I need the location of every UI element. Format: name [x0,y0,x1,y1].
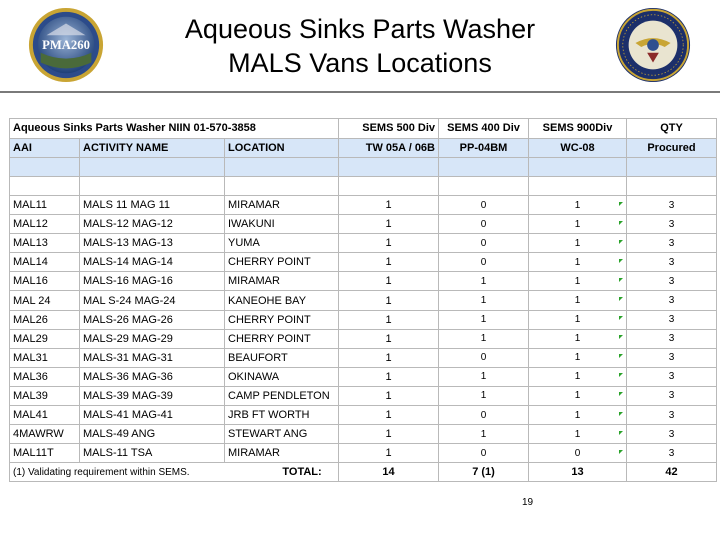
cell-qty: 3 [627,196,717,215]
table-title-cell: Aqueous Sinks Parts Washer NIIN 01-570-3858 [10,119,339,139]
table-row [10,196,717,215]
footnote: (1) Validating requirement within SEMS. [10,463,339,482]
cell-sems-500: 1 [339,253,439,272]
comment-marker [619,297,623,301]
cell-sems-500: 1 [339,196,439,215]
cell-sems-500: 1 [339,291,439,310]
cell-activity-name: MALS 11 MAG 11 [80,196,225,215]
cell-aai: MAL39 [10,386,80,405]
cell-sems-400: 1 [439,272,529,291]
cell-sems-900: 1 [529,272,627,291]
cell-activity-name: MALS-16 MAG-16 [80,272,225,291]
qty-header: QTY [627,119,717,139]
cell-activity-name: MALS-31 MAG-31 [80,348,225,367]
title-divider [0,91,720,93]
cell-location: MIRAMAR [225,272,339,291]
cell-qty: 3 [627,291,717,310]
cell-qty: 3 [627,444,717,463]
cell-location: CHERRY POINT [225,310,339,329]
sems-900-header: SEMS 900Div [529,119,627,139]
cell-activity-name: MALS-13 MAG-13 [80,234,225,253]
cell-location: JRB FT WORTH [225,406,339,425]
cell-sems-500: 1 [339,367,439,386]
cell-activity-name: MAL S-24 MAG-24 [80,291,225,310]
cell-qty: 3 [627,348,717,367]
comment-marker [619,259,623,263]
naval-air-systems-command-logo [614,6,692,84]
comment-marker [619,412,623,416]
cell-location: OKINAWA [225,367,339,386]
header-row-2 [10,138,717,158]
table-row [10,291,717,310]
cell-activity-name: MALS-12 MAG-12 [80,215,225,234]
cell-sems-400: 1 [439,367,529,386]
comment-marker [619,450,623,454]
cell-sems-900: 0 [529,444,627,463]
cell-sems-500: 1 [339,386,439,405]
blank-row [10,177,717,196]
table-row [10,272,717,291]
cell-sems-500: 1 [339,310,439,329]
comment-marker [619,354,623,358]
cell-sems-500: 1 [339,444,439,463]
cell-activity-name: MALS-14 MAG-14 [80,253,225,272]
table-row [10,406,717,425]
column-header-location: LOCATION [225,138,339,158]
sems-400-header: SEMS 400 Div [439,119,529,139]
cell-aai: MAL26 [10,310,80,329]
cell-aai: MAL 24 [10,291,80,310]
cell-sems-500: 1 [339,234,439,253]
cell-sems-400: 0 [439,196,529,215]
comment-marker [619,431,623,435]
cell-sems-900: 1 [529,425,627,444]
cell-activity-name: MALS-26 MAG-26 [80,310,225,329]
sems-500-header: SEMS 500 Div [339,119,439,139]
comment-marker [619,392,623,396]
cell-qty: 3 [627,425,717,444]
cell-qty: 3 [627,234,717,253]
cell-aai: MAL16 [10,272,80,291]
cell-sems-500: 1 [339,329,439,348]
cell-location: CHERRY POINT [225,253,339,272]
table-row [10,253,717,272]
cell-location: STEWART ANG [225,425,339,444]
cell-qty: 3 [627,367,717,386]
cell-sems-900: 1 [529,406,627,425]
cell-activity-name: MALS-29 MAG-29 [80,329,225,348]
cell-sems-500: 1 [339,406,439,425]
cell-sems-400: 0 [439,348,529,367]
pma260-logo-text: PMA260 [42,37,90,52]
blank-highlight-row [10,158,717,177]
column-header-procured: Procured [627,138,717,158]
cell-sems-900: 1 [529,386,627,405]
column-header-wc08: WC-08 [529,138,627,158]
cell-sems-400: 0 [439,253,529,272]
total-value: 42 [627,463,717,482]
cell-qty: 3 [627,215,717,234]
cell-activity-name: MALS-36 MAG-36 [80,367,225,386]
column-header-tw05a: TW 05A / 06B [339,138,439,158]
cell-sems-500: 1 [339,425,439,444]
page-number: 19 [522,497,534,508]
cell-sems-400: 1 [439,425,529,444]
total-value: 7 (1) [439,463,529,482]
table-row [10,348,717,367]
comment-marker [619,373,623,377]
cell-location: BEAUFORT [225,348,339,367]
cell-aai: 4MAWRW [10,425,80,444]
cell-aai: MAL41 [10,406,80,425]
cell-activity-name: MALS-49 ANG [80,425,225,444]
total-label: TOTAL: [282,466,322,479]
cell-sems-900: 1 [529,196,627,215]
comment-marker [619,221,623,225]
comment-marker [619,202,623,206]
table-row [10,386,717,405]
comment-marker [619,278,623,282]
cell-sems-400: 0 [439,215,529,234]
cell-location: CHERRY POINT [225,329,339,348]
cell-location: MIRAMAR [225,444,339,463]
header-row-1 [10,119,717,139]
cell-activity-name: MALS-39 MAG-39 [80,386,225,405]
cell-sems-400: 0 [439,234,529,253]
cell-qty: 3 [627,329,717,348]
cell-qty: 3 [627,406,717,425]
table-row [10,234,717,253]
cell-location: CAMP PENDLETON [225,386,339,405]
comment-marker [619,335,623,339]
slide-title [150,12,570,80]
column-header-pp04bm: PP-04BM [439,138,529,158]
cell-sems-900: 1 [529,253,627,272]
cell-sems-900: 1 [529,367,627,386]
cell-sems-400: 1 [439,386,529,405]
totals-row [10,463,717,482]
cell-aai: MAL31 [10,348,80,367]
total-value: 13 [529,463,627,482]
cell-location: MIRAMAR [225,196,339,215]
cell-aai: MAL12 [10,215,80,234]
total-value [282,463,439,482]
cell-sems-900: 1 [529,234,627,253]
cell-location: YUMA [225,234,339,253]
cell-location: IWAKUNI [225,215,339,234]
table-row [10,310,717,329]
table-row [10,215,717,234]
cell-sems-400: 1 [439,291,529,310]
cell-sems-900: 1 [529,215,627,234]
cell-sems-900: 1 [529,310,627,329]
cell-aai: MAL11T [10,444,80,463]
cell-sems-900: 1 [529,348,627,367]
parts-washer-table [9,118,717,482]
cell-qty: 3 [627,310,717,329]
table-row [10,444,717,463]
title-line-2: MALS Vans Locations [228,48,492,78]
cell-sems-400: 1 [439,310,529,329]
cell-sems-900: 1 [529,291,627,310]
cell-aai: MAL14 [10,253,80,272]
cell-sems-500: 1 [339,348,439,367]
cell-qty: 3 [627,272,717,291]
total-value-text: 14 [382,466,395,479]
table-row [10,329,717,348]
cell-location: KANEOHE BAY [225,291,339,310]
title-line-1: Aqueous Sinks Parts Washer [184,14,536,44]
comment-marker [619,316,623,320]
column-header-aai: AAI [10,138,80,158]
cell-activity-name: MALS-11 TSA [80,444,225,463]
table-row [10,367,717,386]
cell-sems-400: 0 [439,406,529,425]
cell-sems-400: 0 [439,444,529,463]
cell-sems-500: 1 [339,215,439,234]
cell-aai: MAL36 [10,367,80,386]
cell-qty: 3 [627,253,717,272]
cell-activity-name: MALS-41 MAG-41 [80,406,225,425]
pma260-logo [27,6,105,84]
cell-aai: MAL29 [10,329,80,348]
cell-sems-500: 1 [339,272,439,291]
column-header-activity-name: ACTIVITY NAME [80,138,225,158]
cell-qty: 3 [627,386,717,405]
comment-marker [619,240,623,244]
cell-sems-400: 1 [439,329,529,348]
cell-aai: MAL13 [10,234,80,253]
table-row [10,425,717,444]
cell-sems-900: 1 [529,329,627,348]
cell-aai: MAL11 [10,196,80,215]
